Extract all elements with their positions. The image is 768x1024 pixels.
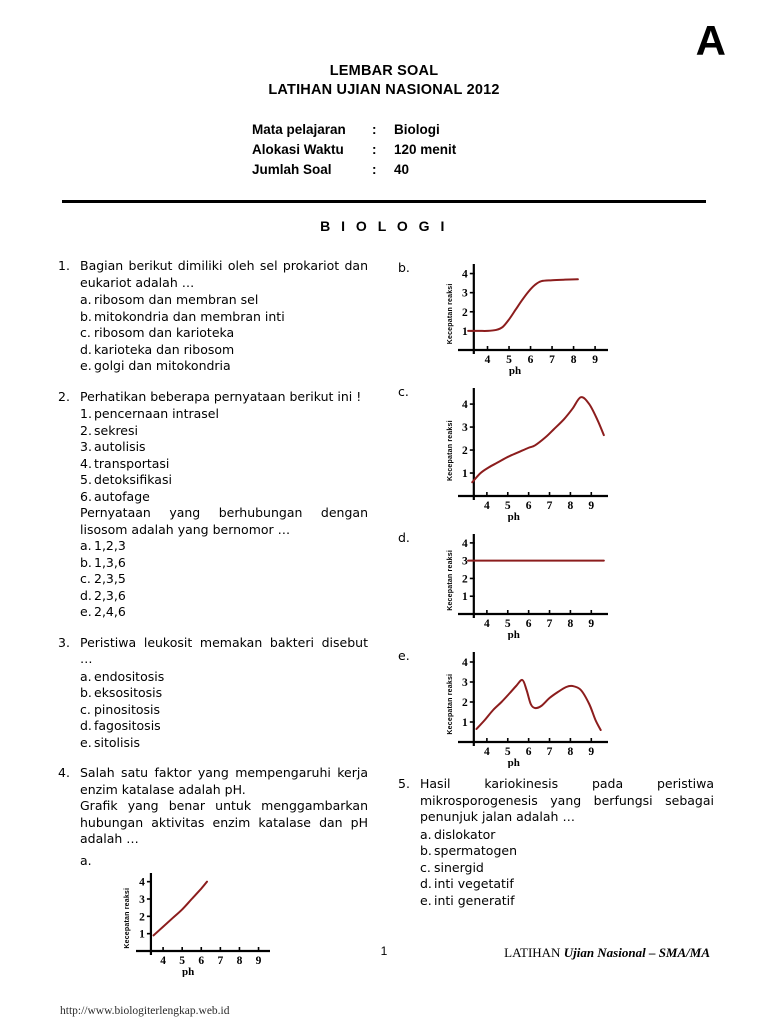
footer-source-plain: LATIHAN [504,945,564,960]
questions-column-left [58,258,368,991]
statement-label: detoksifikasi [94,472,172,487]
option-label: spermatogen [434,843,517,858]
option-label: ribosom dan membran sel [94,292,259,307]
option-c[interactable] [80,571,368,588]
option-key: c. [80,325,91,340]
metadata-colon: : [372,122,377,137]
svg-text:Kecepatan reaksi: Kecepatan reaksi [123,887,131,949]
statement-key: 6. [80,488,92,504]
graph-option-d[interactable] [398,528,714,640]
statement-label: transportasi [94,455,170,471]
statement-item [80,439,368,456]
option-key: d. [80,587,92,603]
statement-key: 1. [80,406,92,421]
metadata-value: Biologi [394,122,440,137]
option-key: c. [80,701,91,717]
graph-option-letter: e. [398,648,410,663]
question-5 [398,776,714,909]
option-key: c. [80,571,91,586]
svg-text:3: 3 [139,893,145,906]
svg-text:9: 9 [592,354,598,366]
question-lead-in: Pernyataan yang berhubungan dengan lisosom adalah yang bernomor … [80,505,368,537]
svg-text:2: 2 [139,910,145,923]
answer-options [80,292,368,375]
statement-key: 5. [80,472,92,487]
svg-text:9: 9 [588,618,595,630]
option-key: a. [80,292,92,307]
svg-text:6: 6 [525,746,532,758]
metadata-label: Jumlah Soal [252,162,332,177]
svg-text:ph: ph [507,511,520,522]
svg-text:3: 3 [462,555,468,568]
svg-text:1: 1 [462,591,468,604]
statement-key: 4. [80,455,92,471]
exam-metadata [252,120,456,180]
svg-text:Kecepatan reaksi: Kecepatan reaksi [446,673,454,735]
option-label: sitolisis [94,734,140,750]
question-number: 4. [58,765,70,780]
graph-option-letter: d. [398,530,410,545]
chart-b [420,258,616,376]
option-d[interactable] [80,588,368,605]
svg-text:2: 2 [462,573,468,586]
option-d[interactable] [420,876,714,893]
svg-text:8: 8 [236,954,243,967]
svg-text:7: 7 [217,954,224,967]
title-line-2: LATIHAN UJIAN NASIONAL 2012 [268,82,500,98]
svg-text:7: 7 [549,354,555,366]
option-label: 1,2,3 [94,538,126,553]
option-label: pinositosis [94,701,161,717]
svg-text:4: 4 [160,954,166,967]
graph-option-letter: a. [80,852,92,868]
metadata-colon: : [372,142,377,157]
option-a[interactable] [80,538,368,555]
graph-option-letter: c. [398,384,409,399]
chart-c [420,382,616,522]
statement-item [80,456,368,473]
option-c[interactable] [80,325,368,342]
question-text-line-1: Salah satu faktor yang mempengaruhi kerja enzim katalase adalah pH. [80,765,368,797]
option-key: a. [80,668,92,684]
question-3 [58,635,368,752]
footer-source-italic: Ujian Nasional – SMA/MA [563,945,710,960]
svg-text:6: 6 [525,618,532,630]
svg-text:9: 9 [255,954,262,967]
statement-key: 2. [80,422,92,438]
option-key: e. [80,358,92,373]
option-b[interactable] [80,309,368,326]
option-key: a. [80,538,92,553]
option-key: e. [420,892,432,908]
statement-label: autofage [94,488,150,504]
option-label: inti generatif [434,892,515,908]
question-text: Bagian berikut dimiliki oleh sel prokariot dan eukariot adalah … [80,258,368,290]
question-text: Hasil kariokinesis pada peristiwa mikrosporogenesis yang berfungsi sebagai penunjuk jalan adalah … [420,776,714,824]
svg-text:1: 1 [462,325,468,338]
answer-options [420,827,714,910]
footer-source [504,945,710,961]
svg-text:8: 8 [567,746,574,758]
chart-a [98,867,368,977]
option-label: mitokondria dan membran inti [94,308,285,324]
svg-text:9: 9 [588,746,595,758]
svg-text:Kecepatan reaksi: Kecepatan reaksi [446,420,454,482]
option-e[interactable] [80,358,368,375]
svg-text:1: 1 [139,928,145,941]
statement-list [80,406,368,621]
statement-key: 3. [80,439,92,454]
question-number: 3. [58,634,70,650]
graph-option-b[interactable] [398,258,714,376]
option-label: dislokator [434,826,496,842]
question-text: Perhatikan beberapa pernyataan berikut ini ! [80,388,362,404]
svg-text:4: 4 [462,657,468,669]
svg-text:7: 7 [546,500,553,512]
question-header [58,635,368,668]
svg-text:3: 3 [462,287,468,300]
title-line-1: LEMBAR SOAL [329,63,439,79]
question-header [58,765,368,848]
svg-text:3: 3 [462,422,468,435]
svg-text:2: 2 [462,697,468,709]
svg-text:2: 2 [462,306,468,319]
option-label: eksositosis [94,685,163,700]
svg-text:4: 4 [462,399,468,412]
statement-label: autolisis [94,439,146,454]
graph-option-c[interactable] [398,382,714,522]
svg-text:ph: ph [507,757,520,768]
option-label: sinergid [434,859,484,875]
option-e[interactable] [420,893,714,910]
option-label: fagositosis [94,718,161,733]
option-key: c. [420,859,431,875]
option-c[interactable] [420,860,714,877]
metadata-value: 120 menit [394,142,457,157]
option-key: a. [420,826,432,842]
option-b[interactable] [80,555,368,572]
svg-text:4: 4 [484,500,490,512]
option-key: b. [80,308,92,324]
chart-d [420,528,616,640]
variant-letter: A [695,17,726,64]
question-header [398,776,714,826]
page-number: 1 [380,944,388,958]
option-label: golgi dan mitokondria [94,358,231,373]
svg-text:ph: ph [508,365,522,376]
statement-label: pencernaan intrasel [94,406,219,421]
answer-options [80,669,368,752]
metadata-colon: : [372,162,377,177]
svg-text:8: 8 [567,500,574,512]
svg-text:7: 7 [546,746,553,758]
option-key: e. [80,734,92,750]
metadata-label: Mata pelajaran [252,122,346,137]
option-key: b. [420,843,432,858]
option-b[interactable] [420,843,714,860]
svg-text:5: 5 [179,954,186,967]
svg-text:4: 4 [139,876,145,889]
question-2 [58,389,368,621]
svg-text:4: 4 [462,268,468,281]
option-d[interactable] [80,342,368,359]
svg-text:3: 3 [462,677,468,689]
footer-url: http://www.biologiterlengkap.web.id [60,1005,230,1017]
option-b[interactable] [80,685,368,702]
question-number: 2. [58,388,70,404]
question-number: 1. [58,258,70,273]
option-key: b. [80,685,92,700]
svg-text:6: 6 [525,500,532,512]
option-key: b. [80,554,92,570]
question-text: Peristiwa leukosit memakan bakteri disebut … [80,634,368,666]
svg-text:4: 4 [484,618,490,630]
svg-text:4: 4 [462,537,468,550]
graph-option-e[interactable] [398,646,714,768]
option-key: d. [80,341,92,357]
metadata-value: 40 [394,162,410,177]
option-e[interactable] [80,604,368,621]
statement-item [80,406,368,423]
question-header [58,389,368,406]
document-title-block [0,62,768,100]
option-label: 1,3,6 [94,554,126,570]
header-divider [62,200,706,203]
question-1 [58,258,368,375]
option-label: inti vegetatif [434,876,514,891]
svg-text:ph: ph [182,965,195,977]
statement-item [80,472,368,489]
svg-text:1: 1 [462,468,468,481]
metadata-row [252,120,456,140]
option-a[interactable] [420,827,714,844]
statement-item [80,423,368,440]
option-label: endositosis [94,668,165,684]
option-key: d. [80,718,92,733]
metadata-row [252,160,456,180]
svg-text:4: 4 [484,746,490,758]
svg-text:7: 7 [546,618,553,630]
option-label: 2,4,6 [94,604,126,619]
option-c[interactable] [80,702,368,719]
svg-text:4: 4 [484,354,491,366]
svg-text:5: 5 [506,354,512,366]
option-d[interactable] [80,718,368,735]
question-text-line-2: Grafik yang benar untuk menggambarkan hubungan aktivitas enzim katalase dan pH adalah … [80,798,368,846]
option-label: 2,3,6 [94,587,126,603]
question-number: 5. [398,776,410,791]
svg-text:6: 6 [527,354,534,366]
metadata-label: Alokasi Waktu [252,142,344,157]
option-e[interactable] [80,735,368,752]
svg-text:8: 8 [570,354,577,366]
svg-text:Kecepatan reaksi: Kecepatan reaksi [446,550,454,611]
svg-text:ph: ph [507,629,520,640]
question-header [58,258,368,291]
option-label: 2,3,5 [94,571,126,586]
option-label: karioteka dan ribosom [94,341,235,357]
svg-text:2: 2 [462,445,468,458]
svg-text:9: 9 [588,500,595,512]
svg-text:5: 5 [504,746,511,758]
chart-e [420,646,616,768]
statement-label: sekresi [94,422,138,438]
svg-text:8: 8 [567,618,574,630]
option-key: d. [420,876,432,891]
svg-text:6: 6 [198,954,205,967]
questions-column-right [398,258,714,923]
svg-text:5: 5 [504,618,511,630]
svg-text:5: 5 [504,500,511,512]
subject-heading: B I O L O G I [320,218,448,234]
metadata-row [252,140,456,160]
svg-text:1: 1 [462,717,468,729]
option-label: ribosom dan karioteka [94,325,235,340]
statement-item [80,489,368,506]
option-a[interactable] [80,292,368,309]
option-a[interactable] [80,669,368,686]
option-key: e. [80,604,92,619]
svg-text:Kecepatan reaksi: Kecepatan reaksi [446,283,454,345]
graph-option-letter: b. [398,260,410,275]
